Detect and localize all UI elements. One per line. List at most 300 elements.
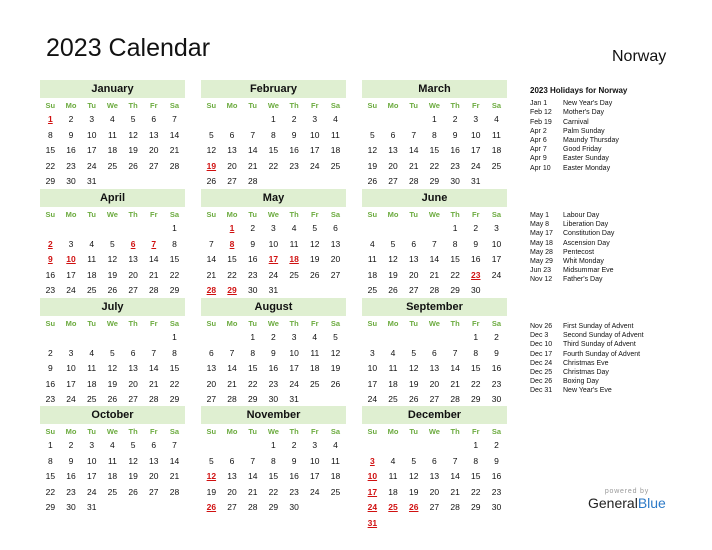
day-cell: 14 [149, 254, 159, 264]
weekday-label: Mo [387, 210, 399, 219]
holiday-name: First Sunday of Advent [563, 323, 634, 330]
weekday-label: Mo [226, 319, 238, 328]
month-june [362, 189, 507, 299]
day-cell: 14 [408, 145, 419, 155]
holiday-name: Easter Monday [563, 164, 611, 172]
weekday-label: Su [367, 101, 378, 110]
brand-logo [588, 488, 666, 511]
day-cell: 29 [247, 394, 258, 404]
month-name: September [362, 298, 507, 316]
holiday-day-cell: 6 [130, 238, 136, 249]
day-cell: 2 [68, 440, 74, 450]
day-cell: 16 [66, 471, 76, 481]
day-cell: 7 [452, 347, 458, 358]
weekday-label: We [428, 210, 440, 219]
holiday-day-cell: 26 [206, 502, 217, 512]
day-cell: 25 [310, 378, 320, 389]
day-cell: 3 [494, 223, 499, 233]
weekday-label: Th [128, 101, 138, 110]
day-cell: 2 [250, 223, 256, 233]
day-cell: 9 [291, 129, 297, 140]
holiday-entry [530, 99, 700, 108]
day-cell: 28 [408, 176, 419, 186]
holiday-entry [530, 359, 700, 368]
day-cell: 14 [169, 129, 180, 140]
day-cell: 13 [227, 145, 237, 155]
empty-cell [143, 330, 164, 346]
day-cell: 28 [169, 160, 180, 171]
day-cell: 27 [128, 285, 138, 295]
holiday-date: Dec 10 [530, 341, 553, 349]
empty-cell [403, 221, 424, 237]
page-title: 2023 Calendar [46, 34, 211, 62]
day-cell: 14 [429, 254, 440, 264]
day-cell: 31 [289, 394, 299, 404]
holiday-list-group [530, 322, 700, 396]
day-cell: 23 [289, 160, 299, 171]
weekday-label: Mo [65, 210, 77, 219]
empty-cell [201, 330, 222, 346]
empty-cell [201, 221, 222, 237]
day-cell: 26 [367, 176, 378, 186]
day-cell: 10 [491, 238, 502, 249]
day-cell: 9 [250, 238, 256, 249]
weekday-label: Th [450, 427, 460, 436]
day-grid [362, 426, 507, 531]
day-cell: 18 [330, 471, 341, 481]
holiday-day-cell: 9 [47, 254, 53, 264]
day-cell: 21 [247, 160, 258, 171]
day-cell: 23 [45, 394, 56, 404]
day-cell: 23 [268, 378, 279, 389]
day-cell: 27 [227, 176, 237, 186]
empty-cell [383, 221, 404, 237]
day-cell: 28 [247, 176, 258, 186]
day-cell: 28 [247, 502, 258, 512]
day-cell: 2 [271, 332, 276, 342]
day-cell: 8 [473, 347, 479, 358]
day-cell: 1 [172, 223, 177, 233]
day-cell: 16 [289, 471, 299, 481]
weekday-label: We [267, 427, 279, 436]
holiday-entry [530, 145, 700, 154]
day-cell: 3 [291, 332, 297, 342]
holiday-entry [530, 340, 700, 349]
day-cell: 29 [471, 394, 481, 404]
day-cell: 20 [149, 145, 159, 155]
day-cell: 3 [312, 114, 318, 124]
weekday-label: We [428, 319, 440, 328]
month-name: May [201, 189, 346, 207]
day-cell: 22 [429, 160, 440, 171]
day-cell: 24 [66, 394, 76, 404]
holiday-entry [530, 322, 700, 331]
day-grid [40, 100, 185, 190]
day-cell: 7 [172, 440, 177, 450]
month-name: November [201, 406, 346, 424]
month-name: April [40, 189, 185, 207]
empty-cell [81, 330, 102, 346]
day-cell: 1 [452, 223, 458, 233]
day-cell: 6 [229, 129, 235, 140]
day-cell: 22 [169, 269, 180, 280]
day-cell: 6 [151, 440, 157, 450]
day-cell: 12 [128, 129, 138, 140]
day-grid [201, 318, 346, 408]
weekday-label: We [106, 319, 118, 328]
day-cell: 29 [169, 285, 180, 295]
day-cell: 25 [289, 269, 299, 280]
holiday-entry [530, 211, 700, 220]
day-cell: 5 [390, 238, 396, 249]
day-cell: 27 [149, 160, 159, 171]
day-cell: 26 [408, 394, 419, 404]
weekday-label: Sa [330, 319, 341, 328]
empty-cell [40, 330, 61, 346]
weekday-label: Th [128, 210, 138, 219]
day-cell: 27 [149, 486, 159, 497]
day-cell: 24 [367, 394, 378, 404]
day-cell: 23 [66, 160, 76, 171]
empty-cell [362, 438, 383, 454]
day-cell: 2 [68, 114, 74, 124]
empty-cell [362, 112, 383, 128]
weekday-label: Mo [226, 427, 238, 436]
empty-cell [445, 330, 466, 346]
holiday-date: May 29 [530, 258, 553, 266]
weekday-label: Mo [65, 427, 77, 436]
day-cell: 3 [89, 114, 95, 124]
day-cell: 2 [291, 440, 297, 450]
holiday-name: Christmas Day [563, 369, 609, 377]
month-name: June [362, 189, 507, 207]
day-cell: 14 [247, 471, 258, 481]
weekday-label: Su [45, 210, 56, 219]
brand-name [588, 495, 666, 511]
weekday-label: Tu [87, 210, 97, 219]
day-cell: 8 [271, 129, 276, 140]
holiday-entry [530, 118, 700, 127]
day-cell: 21 [450, 486, 460, 497]
month-october [40, 406, 185, 516]
day-cell: 11 [388, 471, 398, 481]
day-cell: 10 [86, 129, 97, 140]
empty-cell [81, 221, 102, 237]
empty-cell [424, 221, 445, 237]
holiday-name: Fourth Sunday of Advent [563, 350, 641, 358]
weekday-label: Tu [248, 210, 258, 219]
holiday-name: Maundy Thursday [563, 137, 619, 145]
holiday-entry [530, 368, 700, 377]
day-cell: 4 [390, 347, 396, 358]
holiday-day-cell: 28 [206, 285, 217, 295]
day-cell: 28 [429, 285, 440, 295]
day-cell: 6 [411, 238, 417, 249]
day-grid [201, 209, 346, 299]
holiday-date: May 28 [530, 248, 553, 256]
day-cell: 18 [330, 145, 341, 155]
day-cell: 18 [107, 471, 118, 481]
day-cell: 26 [330, 378, 341, 389]
day-cell: 8 [47, 129, 53, 140]
weekday-label: Fr [311, 101, 319, 110]
day-cell: 19 [128, 145, 138, 155]
empty-cell [403, 112, 424, 128]
weekday-label: Fr [150, 319, 158, 328]
weekday-label: We [428, 427, 440, 436]
day-cell: 13 [388, 145, 398, 155]
day-cell: 6 [229, 455, 235, 466]
weekday-label: Tu [248, 319, 258, 328]
day-cell: 12 [330, 347, 341, 358]
day-cell: 6 [333, 223, 338, 233]
day-cell: 1 [172, 332, 177, 342]
weekday-label: We [267, 319, 279, 328]
day-cell: 3 [271, 223, 276, 233]
weekday-label: Mo [65, 101, 77, 110]
holiday-list-group [530, 211, 700, 285]
holiday-date: May 17 [530, 230, 553, 238]
empty-cell [362, 330, 383, 346]
month-name: August [201, 298, 346, 316]
day-grid [201, 426, 346, 516]
holiday-name: Second Sunday of Advent [563, 332, 644, 340]
day-cell: 20 [128, 378, 138, 389]
holiday-day-cell: 1 [47, 114, 53, 124]
weekday-label: Tu [87, 101, 97, 110]
holiday-entry [530, 229, 700, 238]
weekday-label: Tu [409, 101, 419, 110]
month-name: February [201, 80, 346, 98]
weekday-label: Th [450, 210, 460, 219]
empty-cell [383, 112, 404, 128]
holiday-date: May 8 [530, 221, 550, 229]
day-cell: 10 [66, 363, 76, 373]
day-cell: 19 [128, 471, 138, 481]
day-cell: 14 [247, 145, 258, 155]
day-cell: 16 [268, 363, 279, 373]
day-cell: 11 [289, 238, 299, 249]
day-cell: 27 [227, 502, 237, 512]
empty-cell [201, 112, 222, 128]
day-cell: 10 [471, 129, 481, 140]
day-cell: 14 [149, 363, 159, 373]
holiday-date: May 1 [530, 212, 550, 219]
holiday-name: Pentecost [563, 248, 595, 256]
weekday-label: Sa [169, 319, 180, 328]
weekday-label: Tu [409, 427, 419, 436]
day-cell: 22 [45, 160, 56, 171]
day-cell: 28 [169, 486, 180, 497]
country-label: Norway [612, 48, 667, 65]
empty-cell [383, 438, 404, 454]
holiday-date: Apr 2 [530, 127, 547, 135]
month-march [362, 80, 507, 190]
day-cell: 31 [86, 176, 97, 186]
holiday-name: Mother's Day [563, 109, 605, 117]
day-cell: 12 [107, 254, 118, 264]
day-cell: 4 [110, 114, 115, 124]
day-cell: 1 [432, 114, 437, 124]
day-cell: 25 [107, 486, 118, 497]
holiday-day-cell: 19 [206, 160, 217, 171]
day-cell: 14 [227, 363, 237, 373]
day-cell: 22 [268, 160, 279, 171]
holiday-day-cell: 29 [227, 285, 237, 295]
day-cell: 13 [128, 254, 138, 264]
day-cell: 15 [268, 471, 279, 481]
weekday-label: Fr [472, 427, 480, 436]
day-cell: 9 [47, 363, 53, 373]
day-cell: 15 [45, 145, 56, 155]
day-cell: 23 [491, 486, 502, 497]
holiday-date: Apr 7 [530, 146, 547, 154]
day-cell: 15 [169, 363, 180, 373]
day-cell: 18 [367, 269, 378, 280]
holiday-entry [530, 108, 700, 117]
empty-cell [201, 438, 222, 454]
empty-cell [362, 221, 383, 237]
holiday-day-cell: 31 [367, 517, 378, 528]
day-cell: 21 [149, 378, 159, 389]
day-cell: 23 [45, 285, 56, 295]
weekday-label: Tu [87, 427, 97, 436]
day-cell: 28 [450, 394, 460, 404]
day-cell: 22 [45, 486, 56, 497]
day-cell: 14 [206, 254, 217, 264]
empty-cell [123, 330, 144, 346]
day-cell: 21 [429, 269, 440, 280]
day-cell: 22 [247, 378, 258, 389]
day-cell: 16 [66, 145, 76, 155]
day-cell: 17 [471, 145, 481, 155]
empty-cell [383, 330, 404, 346]
weekday-label: Tu [409, 319, 419, 328]
day-cell: 13 [206, 363, 217, 373]
day-cell: 12 [206, 145, 217, 155]
holiday-date: Nov 12 [530, 276, 553, 284]
day-cell: 7 [452, 455, 458, 466]
day-cell: 21 [247, 486, 258, 497]
day-cell: 16 [471, 254, 481, 264]
weekday-label: Sa [169, 210, 180, 219]
weekday-label: Fr [311, 210, 319, 219]
weekday-label: Tu [248, 427, 258, 436]
weekday-label: Th [450, 319, 460, 328]
weekday-label: Su [206, 319, 217, 328]
holiday-entry [530, 350, 700, 359]
brand-name-blue: Blue [637, 495, 666, 511]
holiday-entry [530, 220, 700, 229]
day-cell: 11 [87, 363, 97, 373]
empty-cell [143, 221, 164, 237]
day-cell: 4 [89, 347, 95, 358]
weekday-label: Tu [248, 101, 258, 110]
weekday-label: Fr [150, 210, 158, 219]
day-cell: 21 [206, 269, 217, 280]
day-cell: 6 [432, 455, 437, 466]
day-cell: 18 [86, 378, 97, 389]
holiday-entry [530, 377, 700, 386]
day-cell: 12 [128, 455, 138, 466]
day-cell: 21 [227, 378, 237, 389]
day-cell: 28 [227, 394, 237, 404]
day-cell: 20 [330, 254, 341, 264]
day-grid [362, 100, 507, 190]
weekday-label: Fr [311, 319, 319, 328]
day-cell: 24 [289, 378, 299, 389]
day-cell: 9 [473, 238, 479, 249]
day-cell: 18 [491, 145, 502, 155]
day-cell: 24 [268, 269, 279, 280]
day-cell: 24 [310, 486, 320, 497]
holiday-date: Dec 3 [530, 332, 549, 340]
day-cell: 17 [310, 471, 320, 481]
day-cell: 13 [330, 238, 341, 249]
day-cell: 25 [86, 394, 97, 404]
holiday-day-cell: 8 [229, 238, 235, 249]
weekday-label: Mo [226, 210, 238, 219]
empty-cell [403, 330, 424, 346]
holiday-day-cell: 23 [471, 269, 481, 280]
day-cell: 17 [367, 378, 378, 389]
empty-cell [424, 330, 445, 346]
day-cell: 22 [471, 486, 481, 497]
month-december [362, 406, 507, 531]
holiday-name: Good Friday [563, 146, 602, 154]
day-cell: 30 [268, 394, 279, 404]
holiday-day-cell: 2 [47, 238, 53, 249]
holiday-date: Apr 6 [530, 137, 547, 145]
day-cell: 18 [86, 269, 97, 280]
day-cell: 29 [429, 176, 440, 186]
weekday-label: Fr [472, 101, 480, 110]
empty-cell [222, 112, 243, 128]
day-cell: 14 [450, 363, 460, 373]
day-cell: 13 [408, 254, 419, 264]
month-august [201, 298, 346, 408]
empty-cell [123, 221, 144, 237]
weekday-label: Mo [65, 319, 77, 328]
day-cell: 11 [331, 129, 340, 140]
day-cell: 9 [68, 129, 74, 140]
weekday-label: Su [45, 101, 56, 110]
day-cell: 9 [452, 129, 458, 140]
holiday-day-cell: 10 [367, 471, 378, 481]
day-cell: 1 [271, 440, 276, 450]
holiday-date: Dec 17 [530, 350, 553, 358]
day-cell: 19 [330, 363, 341, 373]
day-cell: 22 [227, 269, 237, 280]
day-cell: 21 [169, 471, 180, 481]
holiday-date: Feb 12 [530, 109, 552, 117]
day-cell: 29 [471, 502, 481, 512]
day-cell: 18 [310, 363, 320, 373]
empty-cell [242, 438, 263, 454]
day-cell: 19 [388, 269, 398, 280]
day-cell: 1 [47, 440, 53, 450]
empty-cell [61, 221, 82, 237]
day-cell: 25 [330, 160, 341, 171]
weekday-label: Sa [491, 210, 502, 219]
empty-cell [102, 221, 123, 237]
month-july [40, 298, 185, 423]
holiday-date: Dec 26 [530, 378, 553, 386]
day-cell: 28 [149, 394, 159, 404]
empty-cell [445, 438, 466, 454]
holiday-day-cell: 18 [289, 254, 299, 264]
weekday-label: Su [206, 427, 217, 436]
